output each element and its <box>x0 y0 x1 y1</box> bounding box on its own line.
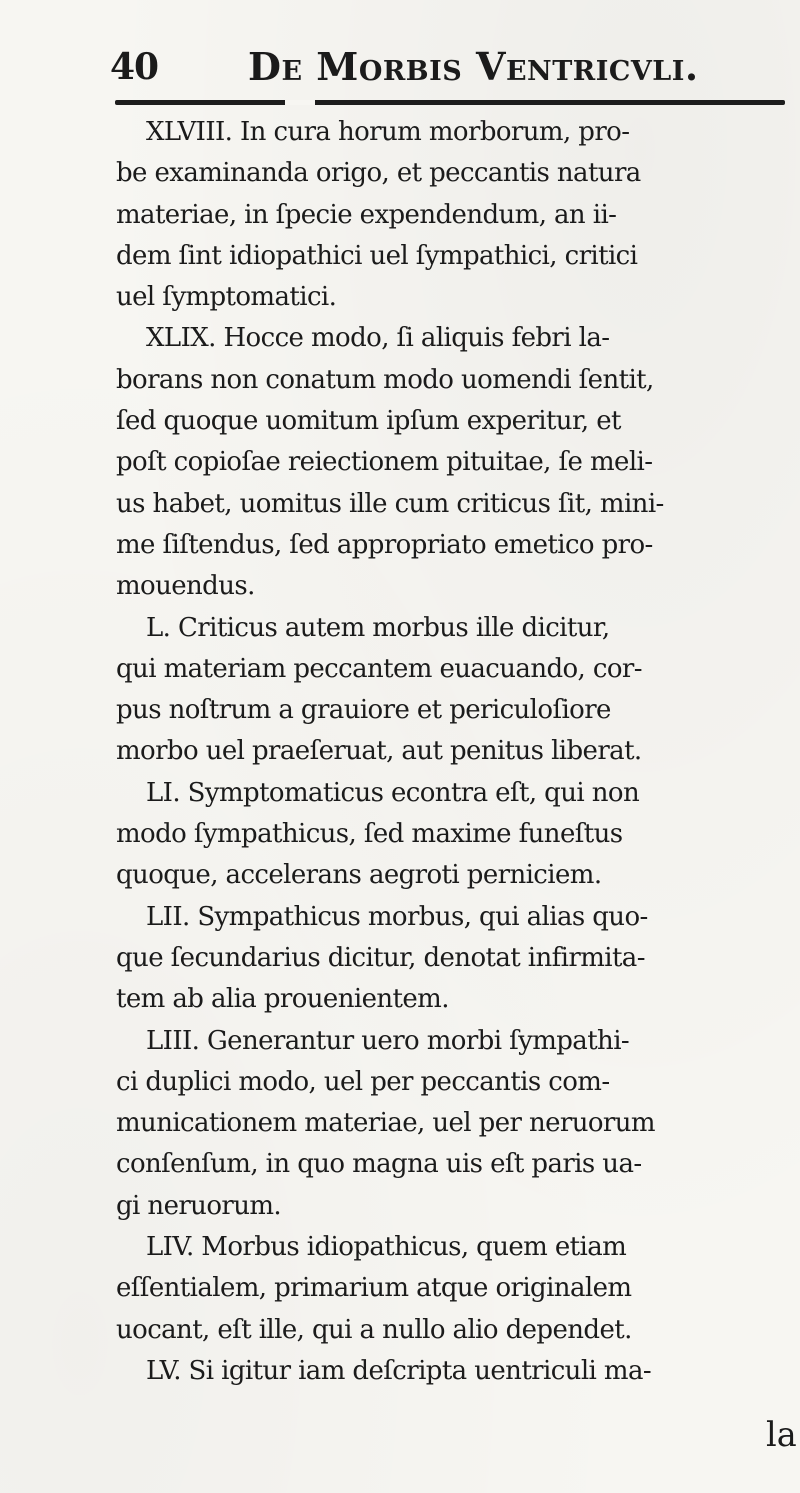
text-line: gi neruorum. <box>116 1190 282 1221</box>
text-line: tem ab alia prouenientem. <box>116 984 449 1015</box>
text-line: LII. Sympathicus morbus, qui alias quo- <box>146 901 648 932</box>
text-line: ſed quoque uomitum ipſum experitur, et <box>116 406 621 437</box>
text-line: que ſecundarius dicitur, denotat infirmita- <box>116 942 645 973</box>
text-line: mouendus. <box>116 571 255 602</box>
text-line: modo ſympathicus, ſed maxime funeſtus <box>116 819 623 850</box>
page-number: 40 <box>110 46 159 88</box>
text-line: L. Criticus autem morbus ille dicitur, <box>146 612 610 643</box>
text-line: borans non conatum modo uomendi ſentit, <box>116 364 654 395</box>
text-line: LIII. Generantur uero morbi ſympathi- <box>146 1025 630 1056</box>
text-line: eſſentialem, primarium atque originalem <box>116 1273 632 1304</box>
catchword: la <box>766 1415 797 1454</box>
text-line: uocant, eſt ille, qui a nullo alio dependet. <box>116 1314 632 1345</box>
text-line: morbo uel praeſeruat, aut penitus liberat. <box>116 736 642 767</box>
page-header <box>110 42 750 92</box>
text-line: municationem materiae, uel per neruorum <box>116 1108 655 1139</box>
text-line: LI. Symptomaticus econtra eſt, qui non <box>146 777 640 808</box>
header-rule <box>115 100 785 105</box>
text-line: XLVIII. In cura horum morborum, pro- <box>146 117 630 147</box>
text-line: me ſiſtendus, ſed appropriato emetico pro- <box>116 529 653 560</box>
text-line: be examinanda origo, et peccantis natura <box>116 158 641 189</box>
text-line: pus noſtrum a grauiore et periculoſiore <box>116 695 611 726</box>
text-line: ci duplici modo, uel per peccantis com- <box>116 1066 610 1097</box>
text-line: dem ſint idiopathici uel ſympathici, critici <box>116 240 638 271</box>
running-title: De Morbis Ventricvli. <box>248 44 699 89</box>
text-line: LV. Si igitur iam deſcripta uentriculi ma- <box>146 1355 652 1386</box>
text-line: LIV. Morbus idiopathicus, quem etiam <box>146 1232 627 1263</box>
text-line: conſenſum, in quo magna uis eſt paris ua- <box>116 1149 642 1180</box>
text-line: uel ſymptomatici. <box>116 282 337 313</box>
body-text <box>116 112 800 1392</box>
text-line: qui materiam peccantem euacuando, cor- <box>116 653 642 684</box>
text-line: XLIX. Hocce modo, ſi aliquis febri la- <box>146 323 610 354</box>
text-line: materiae, in ſpecie expendendum, an ii- <box>116 199 617 230</box>
text-line: us habet, uomitus ille cum criticus ſit, mini- <box>116 488 664 519</box>
text-line: quoque, accelerans aegroti perniciem. <box>116 860 602 891</box>
text-line: poſt copioſae reiectionem pituitae, ſe meli- <box>116 447 653 478</box>
